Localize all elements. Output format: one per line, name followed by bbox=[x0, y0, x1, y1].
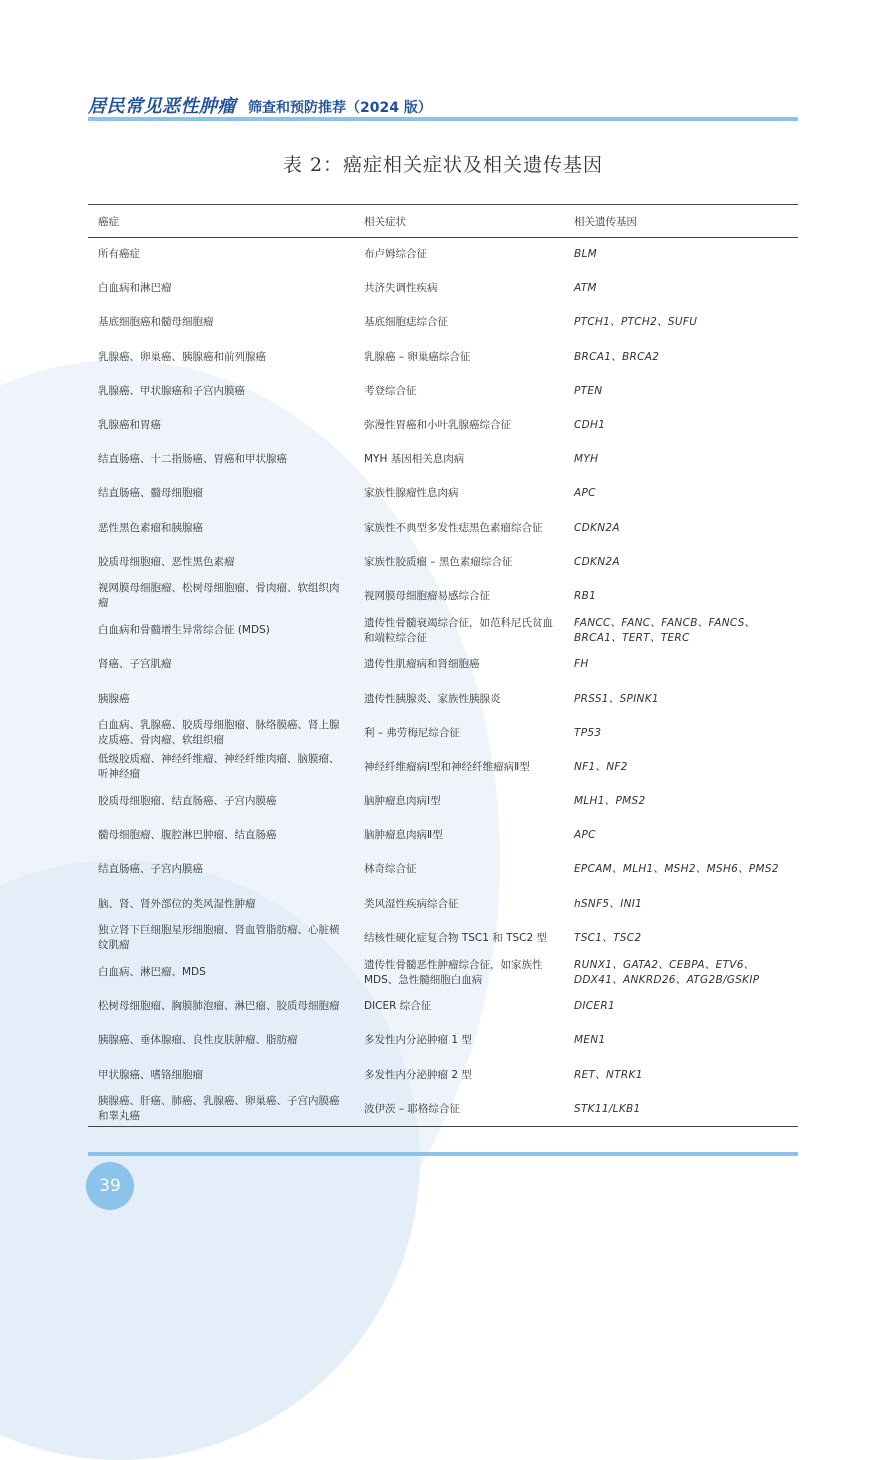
cell-symptom: 林奇综合征 bbox=[364, 863, 417, 876]
page-number: 39 bbox=[86, 1162, 134, 1210]
cell-cancer: 胰腺癌、肝癌、肺癌、乳腺癌、卵巢癌、子宫内膜癌和睾丸癌 bbox=[88, 1092, 354, 1126]
cell-cancer: 结直肠癌、子宫内膜癌 bbox=[98, 863, 203, 876]
table-row bbox=[88, 545, 798, 579]
table-row bbox=[88, 238, 798, 272]
cell-gene: hSNF5、INI1 bbox=[574, 897, 643, 910]
cell-gene: RET、NTRK1 bbox=[574, 1068, 643, 1081]
column-header-symptom: 相关症状 bbox=[354, 205, 564, 238]
cell-cancer: 白血病和淋巴瘤 bbox=[98, 282, 172, 295]
cell-gene: TP53 bbox=[574, 726, 602, 739]
table-row bbox=[88, 614, 798, 648]
cell-symptom: 多发性内分泌肿瘤 2 型 bbox=[364, 1068, 472, 1081]
cell-symptom: 家族性不典型多发性痣黑色素瘤综合征 bbox=[364, 521, 543, 534]
table-row bbox=[88, 853, 798, 887]
cell-gene: MEN1 bbox=[574, 1034, 606, 1047]
cell-gene: ATM bbox=[574, 282, 597, 295]
cell-cancer: 乳腺癌和胃癌 bbox=[98, 419, 161, 432]
cell-symptom: 神经纤维瘤病Ⅰ型和神经纤维瘤病Ⅱ型 bbox=[364, 760, 530, 773]
cell-gene: PTCH1、PTCH2、SUFU bbox=[574, 316, 698, 329]
table-row bbox=[88, 819, 798, 853]
cell-gene: EPCAM、MLH1、MSH2、MSH6、PMS2 bbox=[574, 863, 779, 876]
cell-gene: PRSS1、SPINK1 bbox=[574, 692, 659, 705]
table-row bbox=[88, 408, 798, 442]
gene-table bbox=[88, 204, 798, 1127]
table-row bbox=[88, 750, 798, 784]
cell-cancer: 胶质母细胞瘤、恶性黑色素瘤 bbox=[98, 555, 235, 568]
cell-gene: TSC1、TSC2 bbox=[574, 931, 642, 944]
cell-symptom: MYH 基因相关息肉病 bbox=[364, 453, 465, 466]
table-row bbox=[88, 921, 798, 955]
table-row bbox=[88, 374, 798, 408]
cell-gene: MLH1、PMS2 bbox=[574, 795, 646, 808]
cell-gene: NF1、NF2 bbox=[574, 760, 628, 773]
cell-gene: RB1 bbox=[574, 589, 597, 602]
cell-symptom: 家族性胶质瘤 – 黑色素瘤综合征 bbox=[364, 555, 513, 568]
cell-gene: CDKN2A bbox=[574, 521, 620, 534]
cell-symptom: 乳腺癌 – 卵巢癌综合征 bbox=[364, 350, 471, 363]
cell-cancer: 恶性黑色素瘤和胰腺癌 bbox=[98, 521, 203, 534]
cell-gene: STK11/LKB1 bbox=[564, 1092, 798, 1126]
cell-symptom: 遗传性骨髓衰竭综合征，如范科尼氏贫血和端粒综合征 bbox=[364, 616, 553, 644]
cell-gene: BLM bbox=[574, 248, 598, 261]
page-header bbox=[88, 92, 798, 116]
cell-symptom: 基底细胞痣综合征 bbox=[364, 316, 448, 329]
column-header-cancer: 癌症 bbox=[88, 205, 354, 238]
cell-cancer: 脑、肾、肾外部位的类风湿性肿瘤 bbox=[98, 897, 256, 910]
table-row bbox=[88, 716, 798, 750]
table-row bbox=[88, 443, 798, 477]
table-title: 表 2：癌症相关症状及相关遗传基因 bbox=[282, 154, 604, 176]
table-row bbox=[88, 340, 798, 374]
cell-cancer: 所有癌症 bbox=[98, 248, 140, 261]
cell-gene: BRCA1、BRCA2 bbox=[574, 350, 660, 363]
gene-table-container bbox=[88, 204, 798, 1127]
cell-cancer: 白血病、乳腺癌、胶质母细胞瘤、脉络膜癌、肾上腺皮质癌、骨肉瘤、软组织瘤 bbox=[98, 719, 340, 747]
cell-gene: PTEN bbox=[574, 384, 603, 397]
cell-cancer: 基底细胞癌和髓母细胞瘤 bbox=[98, 316, 214, 329]
cell-symptom: 脑肿瘤息肉病Ⅱ型 bbox=[364, 829, 443, 842]
header-rule bbox=[88, 117, 798, 121]
cell-symptom: 视网膜母细胞瘤易感综合征 bbox=[364, 589, 490, 602]
cell-cancer: 低级胶质瘤、神经纤维瘤、神经纤维肉瘤、脑膜瘤、听神经瘤 bbox=[98, 753, 340, 781]
table-row bbox=[88, 306, 798, 340]
cell-cancer: 乳腺癌、甲状腺癌和子宫内膜癌 bbox=[98, 384, 245, 397]
cell-symptom: 遗传性骨髓恶性肿瘤综合征，如家族性 MDS、急性髓细胞白血病 bbox=[364, 958, 543, 986]
cell-symptom: 考登综合征 bbox=[364, 384, 417, 397]
cell-symptom: DICER 综合征 bbox=[364, 1000, 432, 1013]
cell-symptom: 弥漫性胃癌和小叶乳腺癌综合征 bbox=[364, 419, 511, 432]
table-row bbox=[88, 579, 798, 613]
cell-symptom: 布卢姆综合征 bbox=[364, 248, 427, 261]
cell-cancer: 乳腺癌、卵巢癌、胰腺癌和前列腺癌 bbox=[98, 350, 266, 363]
cell-gene: CDKN2A bbox=[574, 555, 620, 568]
cell-symptom: 共济失调性疾病 bbox=[364, 282, 438, 295]
table-row bbox=[88, 511, 798, 545]
cell-cancer: 髓母细胞瘤、腹腔淋巴肿瘤、结直肠癌 bbox=[98, 829, 277, 842]
table-row bbox=[88, 1024, 798, 1058]
cell-symptom: 遗传性胰腺炎、家族性胰腺炎 bbox=[364, 692, 501, 705]
table-row bbox=[88, 1058, 798, 1092]
cell-cancer: 胶质母细胞瘤、结直肠癌、子宫内膜癌 bbox=[98, 795, 277, 808]
cell-symptom: 遗传性肌瘤病和肾细胞癌 bbox=[364, 658, 480, 671]
table-row bbox=[88, 1092, 798, 1126]
cell-cancer: 松树母细胞瘤、胸膜肺泡瘤、淋巴瘤、胶质母细胞瘤 bbox=[98, 1000, 340, 1013]
table-row bbox=[88, 785, 798, 819]
table-row bbox=[88, 648, 798, 682]
cell-cancer: 胰腺癌 bbox=[98, 692, 130, 705]
cell-cancer: 独立肾下巨细胞星形细胞瘤、肾血管脂肪瘤、心脏横纹肌瘤 bbox=[98, 924, 340, 952]
table-row bbox=[88, 477, 798, 511]
column-header-gene: 相关遗传基因 bbox=[564, 205, 798, 238]
cell-symptom: 结核性硬化症复合物 TSC1 和 TSC2 型 bbox=[364, 931, 548, 944]
cell-gene: RUNX1、GATA2、CEBPA、ETV6、DDX41、ANKRD26、ATG2B/GSKIP bbox=[574, 958, 760, 986]
cell-symptom: 波伊茨 – 耶格综合征 bbox=[354, 1092, 564, 1126]
table-row bbox=[88, 682, 798, 716]
cell-gene: APC bbox=[574, 487, 596, 500]
cell-gene: MYH bbox=[574, 453, 599, 466]
cell-cancer: 白血病和骨髓增生异常综合征 (MDS) bbox=[98, 624, 270, 637]
cell-symptom: 家族性腺瘤性息肉病 bbox=[364, 487, 459, 500]
cell-symptom: 利 – 弗劳梅尼综合征 bbox=[364, 726, 460, 739]
cell-cancer: 甲状腺癌、嗜铬细胞瘤 bbox=[98, 1068, 203, 1081]
cell-gene: FH bbox=[574, 658, 589, 671]
cell-cancer: 肾癌、子宫肌瘤 bbox=[98, 658, 172, 671]
cell-cancer: 结直肠癌、髓母细胞瘤 bbox=[98, 487, 203, 500]
cell-symptom: 多发性内分泌肿瘤 1 型 bbox=[364, 1034, 472, 1047]
cell-gene: FANCC、FANC、FANCB、FANCS、BRCA1、TERT、TERC bbox=[574, 616, 756, 644]
table-row bbox=[88, 990, 798, 1024]
table-row bbox=[88, 887, 798, 921]
cell-cancer: 视网膜母细胞瘤、松树母细胞瘤、骨肉瘤、软组织肉瘤 bbox=[98, 582, 340, 610]
header-brand: 居民常见恶性肿瘤 bbox=[88, 96, 236, 117]
cell-symptom: 脑肿瘤息肉病Ⅰ型 bbox=[364, 795, 441, 808]
table-row bbox=[88, 272, 798, 306]
cell-gene: CDH1 bbox=[574, 419, 606, 432]
cell-gene: DICER1 bbox=[574, 1000, 615, 1013]
footer-rule bbox=[88, 1152, 798, 1156]
cell-cancer: 白血病、淋巴瘤、MDS bbox=[98, 966, 206, 979]
cell-gene: APC bbox=[574, 829, 596, 842]
cell-cancer: 胰腺癌、垂体腺瘤、良性皮肤肿瘤、脂肪瘤 bbox=[98, 1034, 298, 1047]
header-subtitle: 筛查和预防推荐（2024 版） bbox=[248, 100, 432, 116]
cell-cancer: 结直肠癌、十二指肠癌、胃癌和甲状腺癌 bbox=[98, 453, 287, 466]
table-header-row bbox=[88, 205, 798, 238]
table-row bbox=[88, 955, 798, 989]
cell-symptom: 类风湿性疾病综合征 bbox=[364, 897, 459, 910]
